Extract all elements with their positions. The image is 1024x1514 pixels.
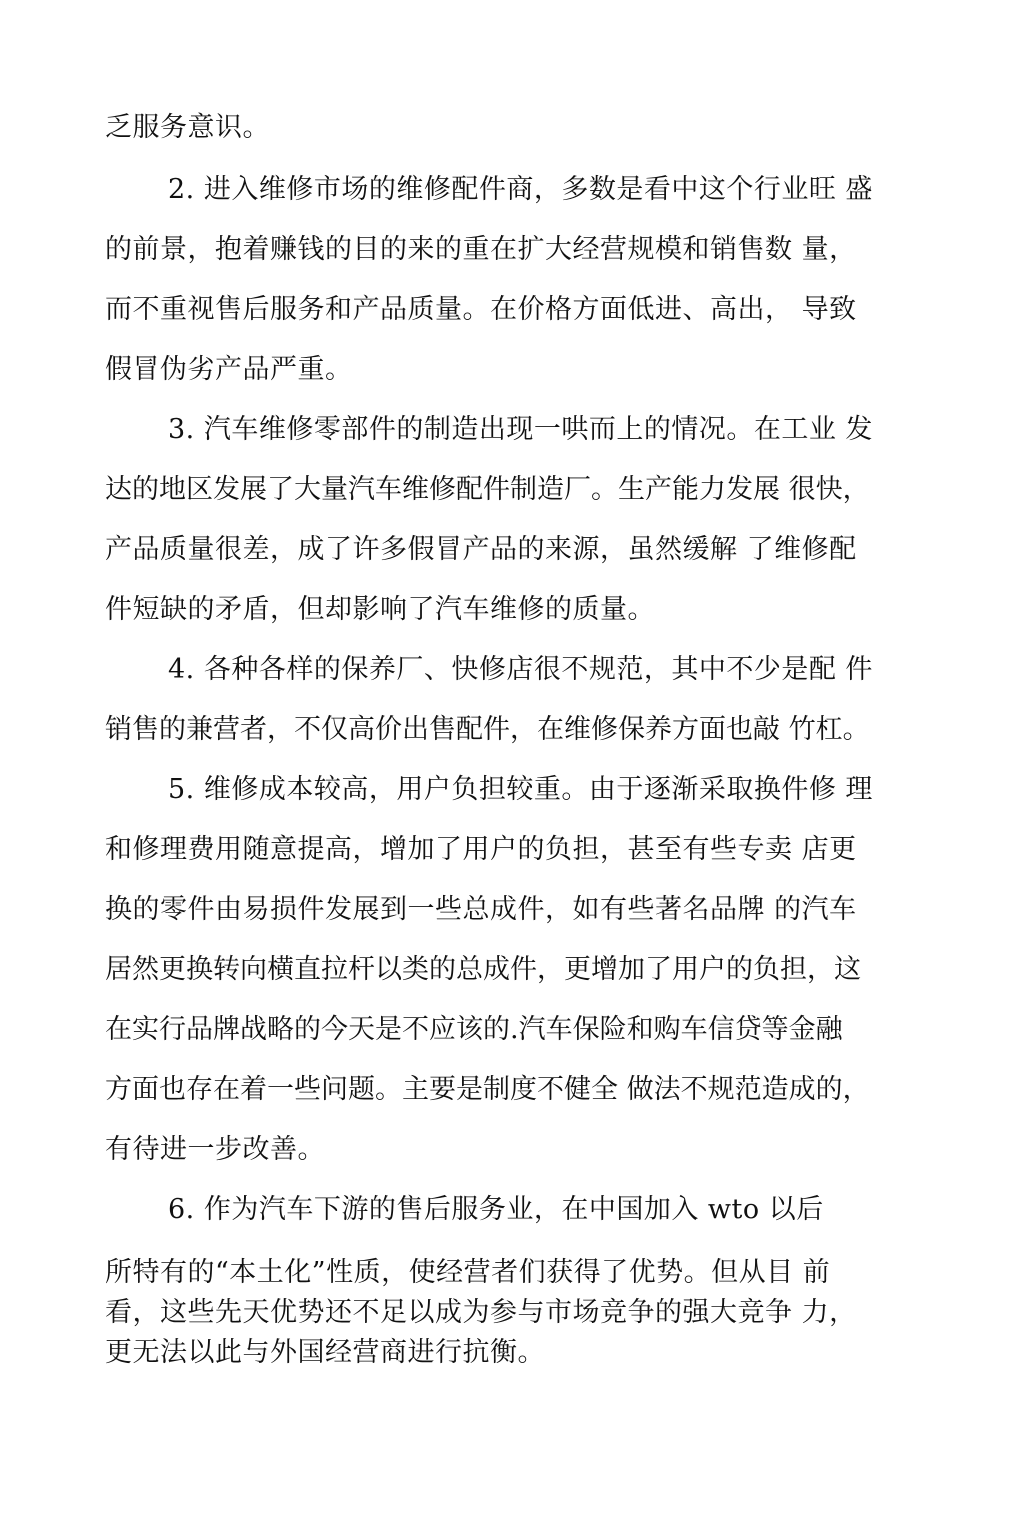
text-line: 4. 各种各样的保养厂、快修店很不规范，其中不少是配 件 xyxy=(168,654,873,685)
text-line: 3. 汽车维修零部件的制造出现一哄而上的情况。在工业 发 xyxy=(168,414,873,445)
text-line: 看，这些先天优势还不足以成为参与市场竞争的强大竞争 力， xyxy=(105,1297,857,1328)
text-line: 达的地区发展了大量汽车维修配件制造厂。生产能力发展 很快， xyxy=(105,474,870,505)
text-line: 更无法以此与外国经营商进行抗衡。 xyxy=(105,1337,545,1368)
text-line: 2. 进入维修市场的维修配件商，多数是看中这个行业旺 盛 xyxy=(168,174,873,205)
text-line: 的前景，抱着赚钱的目的来的重在扩大经营规模和销售数 量， xyxy=(105,234,857,265)
text-line: 件短缺的矛盾，但却影响了汽车维修的质量。 xyxy=(105,594,655,625)
text-line: 销售的兼营者，不仅高价出售配件，在维修保养方面也敲 竹杠。 xyxy=(105,714,870,745)
text-line: 在实行品牌战略的今天是不应该的.汽车保险和购车信贷等金融 xyxy=(105,1014,843,1045)
text-line: 乏服务意识。 xyxy=(105,112,270,143)
text-line: 假冒伪劣产品严重。 xyxy=(105,354,353,385)
text-line: 和修理费用随意提高，增加了用户的负担，甚至有些专卖 店更 xyxy=(105,834,857,865)
text-line: 5. 维修成本较高，用户负担较重。由于逐渐采取换件修 理 xyxy=(168,774,873,805)
text-line: 6. 作为汽车下游的售后服务业，在中国加入 wto 以后 xyxy=(168,1194,824,1225)
text-line: 有待进一步改善。 xyxy=(105,1134,325,1165)
text-line: 居然更换转向横直拉杆以类的总成件，更增加了用户的负担，这 xyxy=(105,954,861,985)
text-line: 方面也存在着一些问题。主要是制度不健全 做法不规范造成的， xyxy=(105,1074,870,1105)
text-line: 换的零件由易损件发展到一些总成件，如有些著名品牌 的汽车 xyxy=(105,894,857,925)
text-line: 产品质量很差，成了许多假冒产品的来源，虽然缓解 了维修配 xyxy=(105,534,857,565)
text-line: 所特有的“本土化”性质，使经营者们获得了优势。但从目 前 xyxy=(105,1257,831,1288)
text-line: 而不重视售后服务和产品质量。在价格方面低进、高出， 导致 xyxy=(105,294,857,325)
